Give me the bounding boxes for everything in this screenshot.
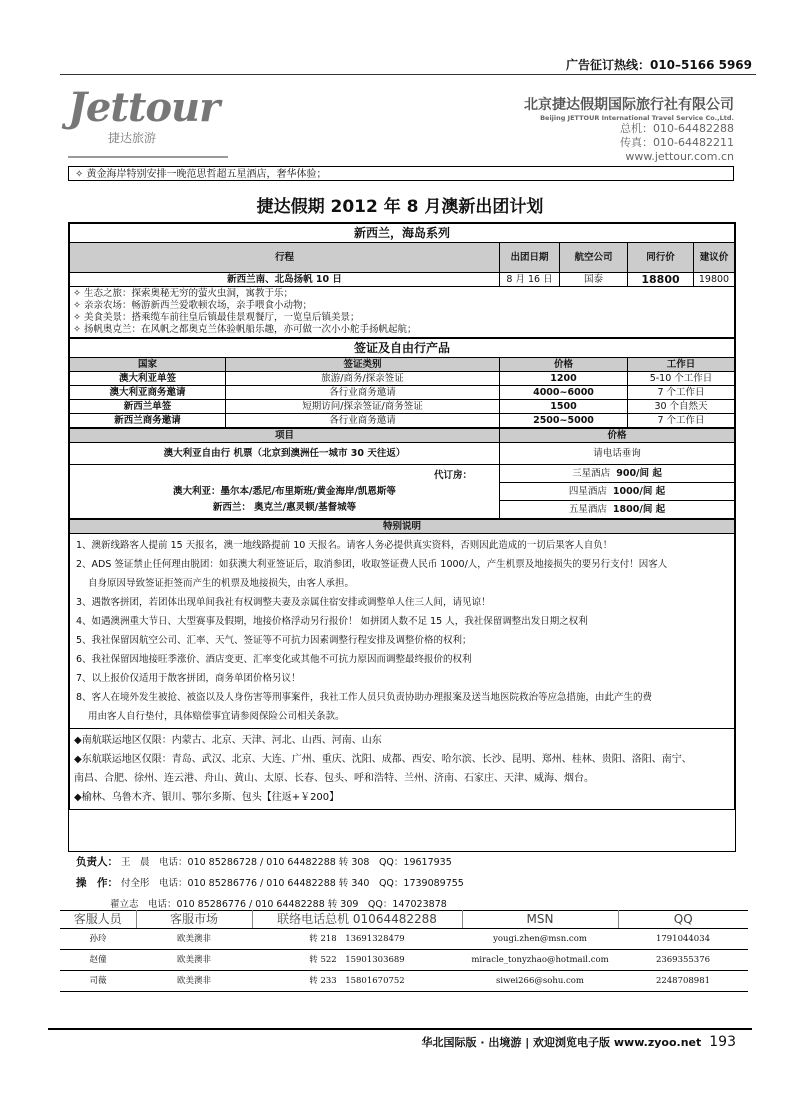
visa-price: 1500 [500, 400, 628, 414]
visa-workdays: 7 个工作日 [628, 414, 735, 428]
list-item: ◆东航联运地区仅限：青岛、武汉、北京、大连、广州、重庆、沈阳、成都、西安、哈尔滨、长沙、昆明、郑州、桂林、贵阳、洛阳、南宁、 [74, 754, 692, 765]
hotel-name: 五星酒店 [568, 504, 607, 515]
list-item: 4、如遇澳洲重大节日、大型赛事及假期，地接价格浮动另行报价！ 如拼团人数不足 15 人，我社保留调整出发日期之权利 [76, 616, 588, 627]
list-item: 3、遇散客拼团，若团体出现单间我社有权调整夫妻及亲属住宿安排或调整单人住三人间，请见谅！ [76, 597, 491, 608]
visa-type: 各行业商务邀请 [226, 386, 500, 400]
nz-trade-price: 18800 [628, 273, 694, 287]
cs-staff: 孙玲 [60, 929, 136, 950]
visa-country: 新西兰单签 [70, 400, 226, 414]
staff-role: 负责人： [76, 856, 118, 868]
cs-qq: 1791044034 [618, 929, 748, 950]
table-row [60, 950, 748, 971]
hotel-name: 三星酒店 [572, 468, 611, 479]
staff-info: 翟立志 电话：010 85286776 / 010 64482288 转 309 QQ：147023878 [110, 899, 447, 910]
cs-staff: 司薇 [60, 971, 136, 992]
nz-airline: 国泰 [560, 273, 628, 287]
staff-info: 王 晨 电话：010 85286728 / 010 64482288 转 308 QQ：19617935 [121, 857, 452, 868]
nz-header-trade-price: 同行价 [628, 243, 694, 273]
notice-bar: ✧ 黄金海岸特别安排一晚范思哲超五星酒店，奢华体验； [68, 166, 734, 181]
visa-workdays: 7 个工作日 [628, 386, 735, 400]
hotel-price: 900/间 起 [616, 468, 662, 479]
visa-type: 各行业商务邀请 [226, 414, 500, 428]
cs-header-qq: QQ [618, 911, 748, 929]
table-row [70, 372, 735, 386]
nz-header-route: 行程 [70, 243, 500, 273]
nz-header-suggested-price: 建议价 [694, 243, 735, 273]
visa-header-type: 签证类别 [226, 358, 500, 372]
regions-list [70, 729, 735, 810]
staff-contacts [76, 852, 464, 915]
jettour-logo [68, 84, 233, 164]
logo-subtitle: 捷达旅游 [108, 131, 157, 145]
cs-market: 欧美澳非 [136, 950, 252, 971]
list-item: 自身原因导致签证拒签而产生的机票及地接损失，由客人承担。 [88, 578, 355, 589]
free-travel-table [69, 428, 735, 519]
hotel-title: 代订房： [433, 469, 472, 481]
list-item: ◆榆林、乌鲁木齐、银川、鄂尔多斯、包头【往返+￥200】 [74, 792, 340, 803]
ad-hotline: 广告征订热线：010–5166 5969 [565, 58, 752, 72]
list-item: ✧ 扬帆奥克兰：在风帆之都奥克兰体验帆船乐趣，亦可做一次小小舵手扬帆起航； [73, 324, 417, 335]
free-travel-price: 请电话垂询 [500, 443, 735, 465]
cs-phone: 转 218 13691328479 [252, 929, 462, 950]
cs-header-staff: 客服人员 [60, 911, 136, 929]
visa-header-country: 国家 [70, 358, 226, 372]
list-item: ✧ 生态之旅：探索奥秘无穷的萤火虫洞，寓教于乐； [73, 288, 293, 299]
staff-role: 操 作： [76, 877, 118, 889]
hotel-price-row [500, 483, 735, 501]
table-row [70, 400, 735, 414]
list-item: 5、我社保留因航空公司、汇率、天气、签证等不可抗力因素调整行程安排及调整价格的权利； [76, 635, 472, 646]
visa-type: 旅游/商务/探亲签证 [226, 372, 500, 386]
company-name-cn: 北京捷达假期国际旅行社有限公司 [524, 97, 734, 113]
hotel-booking [70, 465, 500, 519]
cs-staff: 赵僮 [60, 950, 136, 971]
cs-msn: yougi.zhen@msn.com [462, 929, 618, 950]
cs-msn: siwei266@sohu.com [462, 971, 618, 992]
list-item: ✧ 亲亲农场：畅游新西兰爱歌顿农场，亲手喂食小动物； [73, 300, 312, 311]
visa-table [69, 338, 735, 428]
page-title: 捷达假期 2012 年 8 月澳新出团计划 [256, 197, 544, 217]
table-row [70, 273, 735, 287]
notes-list [70, 534, 735, 729]
hotel-au: 澳大利亚：墨尔本/悉尼/布里斯班/黄金海岸/凯恩斯等 [173, 485, 396, 497]
nz-date: 8 月 16 日 [500, 273, 560, 287]
table-row [60, 929, 748, 950]
list-item: 2、ADS 签证禁止任何理由脱团：如获澳大利亚签证后，取消参团，收取签证费人民币 1000/人，产生机票及地接损失的要另行支付！因客人 [76, 559, 668, 570]
free-travel-item: 澳大利亚自由行 机票（北京到澳洲任一城市 30 天往返） [70, 443, 500, 465]
nz-table [69, 223, 735, 338]
table-row [60, 971, 748, 992]
hotel-nz: 新西兰： 奥克兰/惠灵顿/基督城等 [212, 501, 357, 513]
nz-route: 新西兰南、北岛扬帆 10 日 [70, 273, 500, 287]
cs-market: 欧美澳非 [136, 929, 252, 950]
nz-header-date: 出团日期 [500, 243, 560, 273]
customer-service-table [60, 910, 748, 992]
list-item: 7、以上报价仅适用于散客拼团，商务单团价格另议！ [76, 673, 301, 684]
visa-workdays: 30 个自然天 [628, 400, 735, 414]
list-item: 用由客人自行垫付，具体赔偿事宜请参阅保险公司相关条款。 [88, 711, 345, 722]
list-item: 南昌、合肥、徐州、连云港、舟山、黄山、太原、长春、包头、呼和浩特、兰州、济南、石家庄、天津、威海、烟台。 [74, 773, 594, 784]
list-item [76, 852, 464, 873]
list-item: 1、澳新线路客人提前 15 天报名，澳一地线路提前 10 天报名。请客人务必提供真实资料，否则因此造成的一切后果客人自负！ [76, 540, 613, 551]
visa-header-price: 价格 [500, 358, 628, 372]
staff-info: 付全彤 电话：010 85286776 / 010 64482288 转 340 QQ：1739089755 [121, 878, 464, 889]
visa-workdays: 5-10 个工作日 [628, 372, 735, 386]
page-footer [422, 1034, 736, 1050]
company-name-en: Beijing JETTOUR International Travel Service Co.,Ltd. [540, 114, 734, 122]
table-row [70, 386, 735, 400]
cs-qq: 2369355376 [618, 950, 748, 971]
list-item: ✧ 美食美景：搭乘缆车前往皇后镇最佳景观餐厅，一览皇后镇美景； [73, 312, 360, 323]
visa-price: 4000~6000 [500, 386, 628, 400]
hotel-price-row [500, 465, 735, 483]
nz-header-airline: 航空公司 [560, 243, 628, 273]
bottom-divider [48, 1028, 752, 1030]
hotel-price-row [500, 501, 735, 519]
top-divider [60, 74, 756, 75]
logo-text: Jettour [68, 84, 220, 131]
visa-header-workdays: 工作日 [628, 358, 735, 372]
table-row [70, 414, 735, 428]
visa-country: 澳大利亚商务邀请 [70, 386, 226, 400]
hotel-price: 1000/间 起 [612, 486, 666, 497]
cs-qq: 2248708981 [618, 971, 748, 992]
free-header-item: 项目 [70, 429, 500, 443]
hotel-name: 四星酒店 [568, 486, 607, 497]
nz-suggested-price: 19800 [694, 273, 735, 287]
cs-phone: 转 233 15801670752 [252, 971, 462, 992]
free-header-price: 价格 [500, 429, 735, 443]
visa-price: 1200 [500, 372, 628, 386]
company-fax: 传真：010-64482211 [620, 136, 734, 149]
logo-rule [68, 156, 228, 158]
cs-header-phone: 联络电话总机 01064482288 [252, 911, 462, 929]
visa-price: 2500~5000 [500, 414, 628, 428]
list-item: 8、客人在境外发生被抢、被盗以及人身伤害等刑事案件，我社工作人员只负责协助办理报案及送当地医院救治等应急措施，由此产生的费 [76, 692, 653, 703]
cs-msn: miracle_tonyzhao@hotmail.com [462, 950, 618, 971]
visa-country: 澳大利亚单签 [70, 372, 226, 386]
cs-header-market: 客服市场 [136, 911, 252, 929]
cs-phone: 转 522 15901303689 [252, 950, 462, 971]
cs-header-msn: MSN [462, 911, 618, 929]
visa-section-title: 签证及自由行产品 [70, 339, 735, 358]
page-number: 193 [709, 1034, 736, 1050]
list-item [76, 873, 464, 894]
visa-country: 新西兰商务邀请 [70, 414, 226, 428]
company-website[interactable]: www.jettour.com.cn [625, 150, 734, 163]
main-frame [68, 222, 736, 852]
notes-table [69, 519, 735, 810]
list-item: ◆南航联运地区仅限：内蒙古、北京、天津、河北、山西、河南、山东 [74, 735, 382, 746]
nz-features [70, 287, 735, 338]
company-phone: 总机：010-64482288 [620, 122, 734, 135]
notes-section-title: 特别说明 [70, 520, 735, 534]
company-info [524, 94, 734, 164]
footer-text: 华北国际版 · 出境游 | 欢迎浏览电子版 www.zyoo.net [421, 1036, 702, 1049]
hotel-price: 1800/间 起 [612, 504, 666, 515]
visa-type: 短期访问/探亲签证/商务签证 [226, 400, 500, 414]
nz-section-title: 新西兰，海岛系列 [70, 224, 735, 243]
cs-market: 欧美澳非 [136, 971, 252, 992]
list-item: 6、我社保留因地接旺季涨价、酒店变更、汇率变化或其他不可抗力原因而调整最终报价的权利 [76, 654, 472, 665]
